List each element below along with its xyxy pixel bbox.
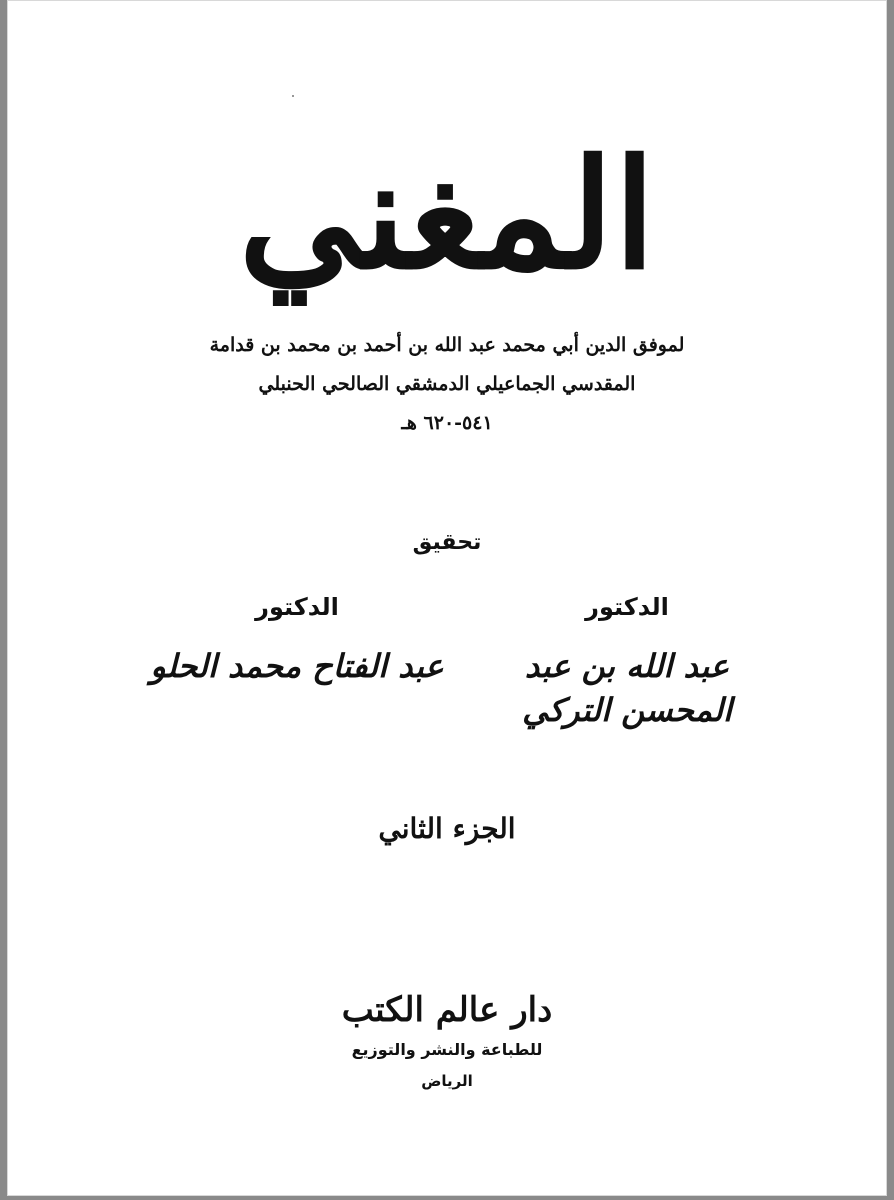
publisher-subtitle: للطباعة والنشر والتوزيع (351, 1040, 543, 1059)
editor-1-title: الدكتور (585, 593, 669, 621)
author-dates: ٥٤١-٦٢٠ هـ (401, 412, 493, 434)
editor-2-title: الدكتور (255, 593, 339, 621)
author-line-1: لموفق الدين أبي محمد عبد الله بن أحمد بن محمد بن قدامة (209, 334, 685, 356)
tahqiq-label: تحقيق (412, 530, 482, 555)
author-line-2: المقدسي الجماعيلي الدمشقي الصالحي الحنبلي (258, 373, 636, 395)
editor-1 (467, 590, 787, 732)
publisher-name: دار عالم الكتب (341, 990, 553, 1030)
editor-1-name: عبد الله بن عبد المحسن التركي (522, 647, 732, 729)
book-title-page (7, 0, 887, 1196)
book-title: المغني (238, 127, 656, 303)
volume-label: الجزء الثاني (378, 812, 516, 845)
publisher-city: الرياض (421, 1072, 473, 1090)
editor-2 (137, 590, 457, 688)
editor-2-name: عبد الفتاح محمد الحلو (150, 647, 444, 685)
paper-speck (292, 95, 294, 97)
